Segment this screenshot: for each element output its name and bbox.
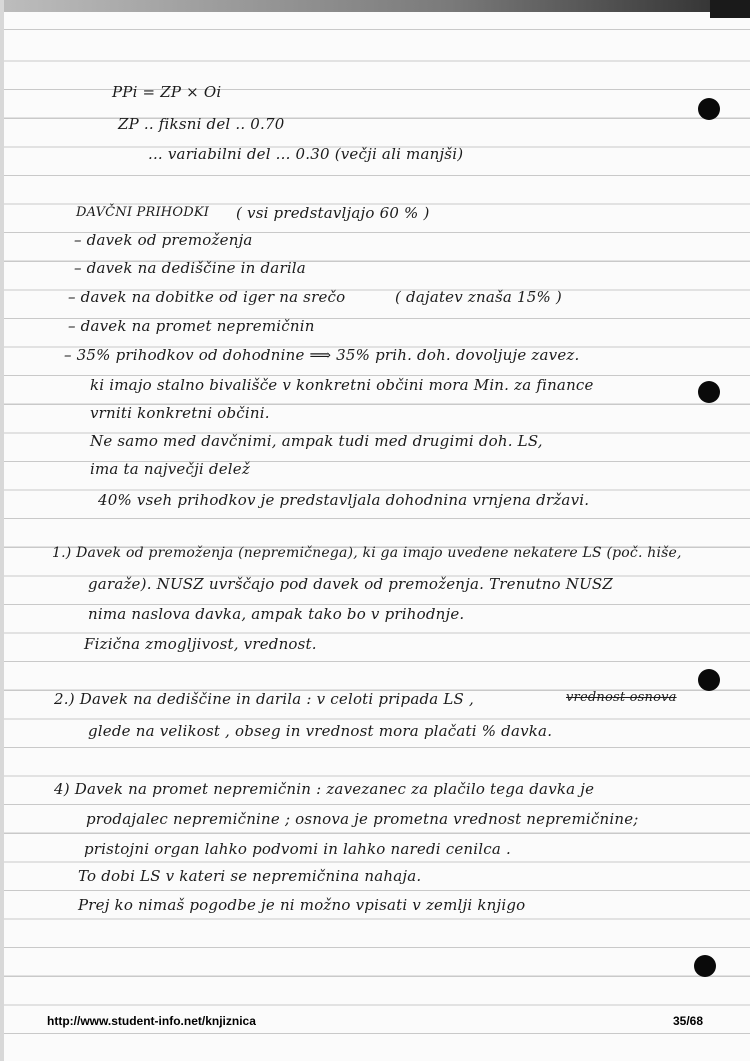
section-line: 1.) Davek od premoženja (nepremičnega), ki ga imajo uvedene nekatere LS (poč. hiše, — [52, 545, 682, 561]
section-line: 4) Davek na promet nepremičnin : zavezanec za plačilo tega davka je — [54, 780, 595, 798]
section-line: prodajalec nepremičnine ; osnova je prometna vrednost nepremičnine; — [86, 810, 639, 828]
tax-item: – davek na promet nepremičnin — [68, 317, 315, 335]
text-line: 40% vseh prihodkov je predstavljala dohodnina vrnjena državi. — [98, 491, 590, 509]
section-line: To dobi LS v kateri se nepremičnina nahaja. — [78, 867, 422, 885]
text-line: ima ta največji delež — [90, 460, 250, 478]
section-line: Fizična zmogljivost, vrednost. — [84, 635, 317, 653]
formula-line: ... variabilni del ... 0.30 (večji ali manjši) — [148, 145, 464, 163]
section-line: garaže). NUSZ uvrščajo pod davek od premoženja. Trenutno NUSZ — [88, 575, 614, 593]
punch-hole — [694, 955, 716, 977]
struck-text: vrednost osnova — [566, 690, 677, 705]
taxes-heading-note: ( vsi predstavljajo 60 % ) — [236, 204, 430, 222]
punch-hole — [698, 381, 720, 403]
page-number: 35/68 — [672, 1014, 703, 1028]
section-line: glede na velikost , obseg in vrednost mora plačati % davka. — [88, 722, 553, 740]
taxes-heading: DAVČNI PRIHODKI — [76, 205, 210, 220]
scan-corner — [710, 0, 750, 18]
text-line: ki imajo stalno bivališče v konkretni občini mora Min. za finance — [90, 376, 594, 394]
section-line: pristojni organ lahko podvomi in lahko naredi cenilca . — [84, 840, 511, 858]
tax-item: – davek od premoženja — [74, 231, 253, 249]
tax-item: – davek na dobitke od iger na srečo — [68, 288, 346, 306]
punch-hole — [698, 98, 720, 120]
text-line: Ne samo med davčnimi, ampak tudi med drugimi doh. LS, — [90, 432, 543, 450]
section-line: nima naslova davka, ampak tako bo v prihodnje. — [88, 605, 465, 623]
section-line: Prej ko nimaš pogodbe je ni možno vpisati v zemlji knjigo — [78, 896, 526, 914]
footer-link[interactable]: http://www.student-info.net/knjiznica — [47, 1014, 256, 1028]
scan-edge — [0, 0, 750, 12]
formula-line: ZP .. fiksni del .. 0.70 — [118, 115, 285, 133]
tax-item-note: ( dajatev znaša 15% ) — [395, 288, 562, 306]
punch-hole — [698, 669, 720, 691]
tax-item: – davek na dediščine in darila — [74, 259, 306, 277]
tax-item: – 35% prihodkov od dohodnine ⟹ 35% prih. doh. dovoljuje zavez. — [64, 346, 580, 364]
page-margin — [0, 0, 4, 1061]
text-line: vrniti konkretni občini. — [90, 404, 270, 422]
section-line: 2.) Davek na dediščine in darila : v celoti pripada LS , — [54, 690, 474, 708]
formula-line: PPi = ZP × Oi — [112, 83, 222, 101]
